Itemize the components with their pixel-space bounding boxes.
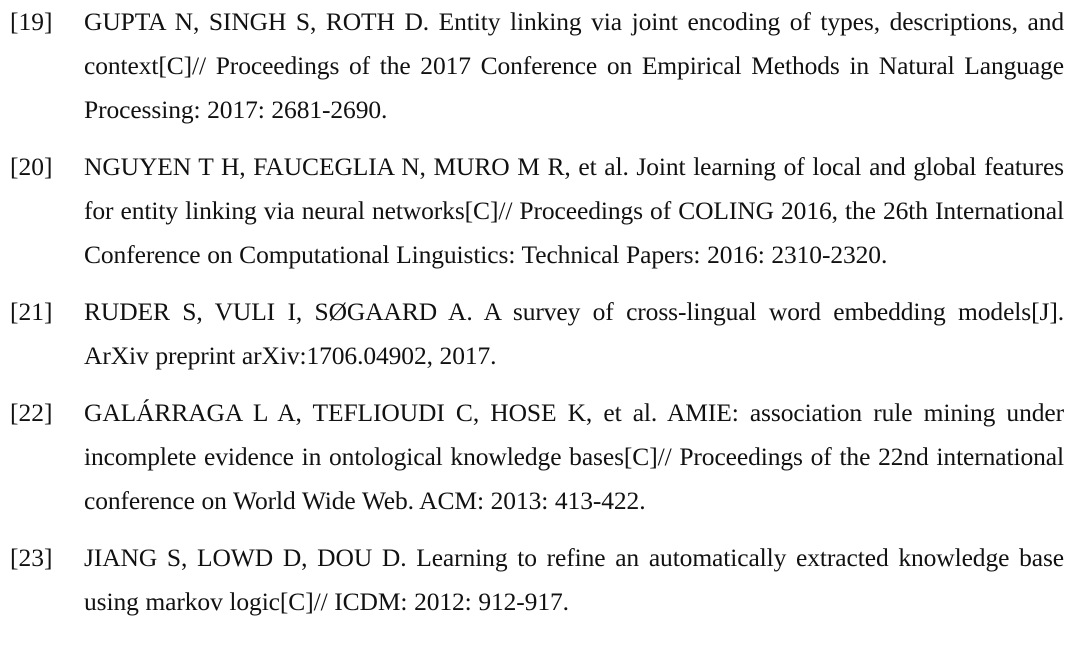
reference-text-19: GUPTA N, SINGH S, ROTH D. Entity linking via joint encoding of types, descriptions, and context[C]// Proceedings of the 2017 Conference on Empirical Methods in Natural Language Processing: 2017: 2681-2690.: [84, 7, 1064, 124]
reference-text-23: JIANG S, LOWD D, DOU D. Learning to refine an automatically extracted knowledge base using markov logic[C]// ICDM: 2012: 912-917.: [84, 543, 1064, 616]
reference-text-20: NGUYEN T H, FAUCEGLIA N, MURO M R, et al. Joint learning of local and global features for entity linking via neural networks[C]// Proceedings of COLING 2016, the 26th International Conference on Computational Linguistics: Technical Papers: 2016: 2310-2320.: [84, 152, 1064, 269]
reference-number-20: [20]: [10, 152, 53, 181]
reference-item-19: [10, 0, 1064, 132]
reference-number-23: [23]: [10, 543, 53, 572]
reference-item-22: [10, 391, 1064, 523]
reference-number-22: [22]: [10, 398, 53, 427]
reference-text-21: RUDER S, VULI I, SØGAARD A. A survey of cross-lingual word embedding models[J]. ArXiv preprint arXiv:1706.04902, 2017.: [84, 297, 1064, 370]
reference-number-21: [21]: [10, 297, 53, 326]
reference-text-22: GALÁRRAGA L A, TEFLIOUDI C, HOSE K, et al. AMIE: association rule mining under incomplete evidence in ontological knowledge bases[C]// Proceedings of the 22nd international conference on World Wide Web. ACM: 2013: 413-422.: [84, 398, 1064, 515]
reference-item-20: [10, 145, 1064, 277]
reference-number-19: [19]: [10, 7, 53, 36]
reference-list: [10, 0, 1064, 624]
reference-item-23: [10, 536, 1064, 624]
reference-item-21: [10, 290, 1064, 378]
